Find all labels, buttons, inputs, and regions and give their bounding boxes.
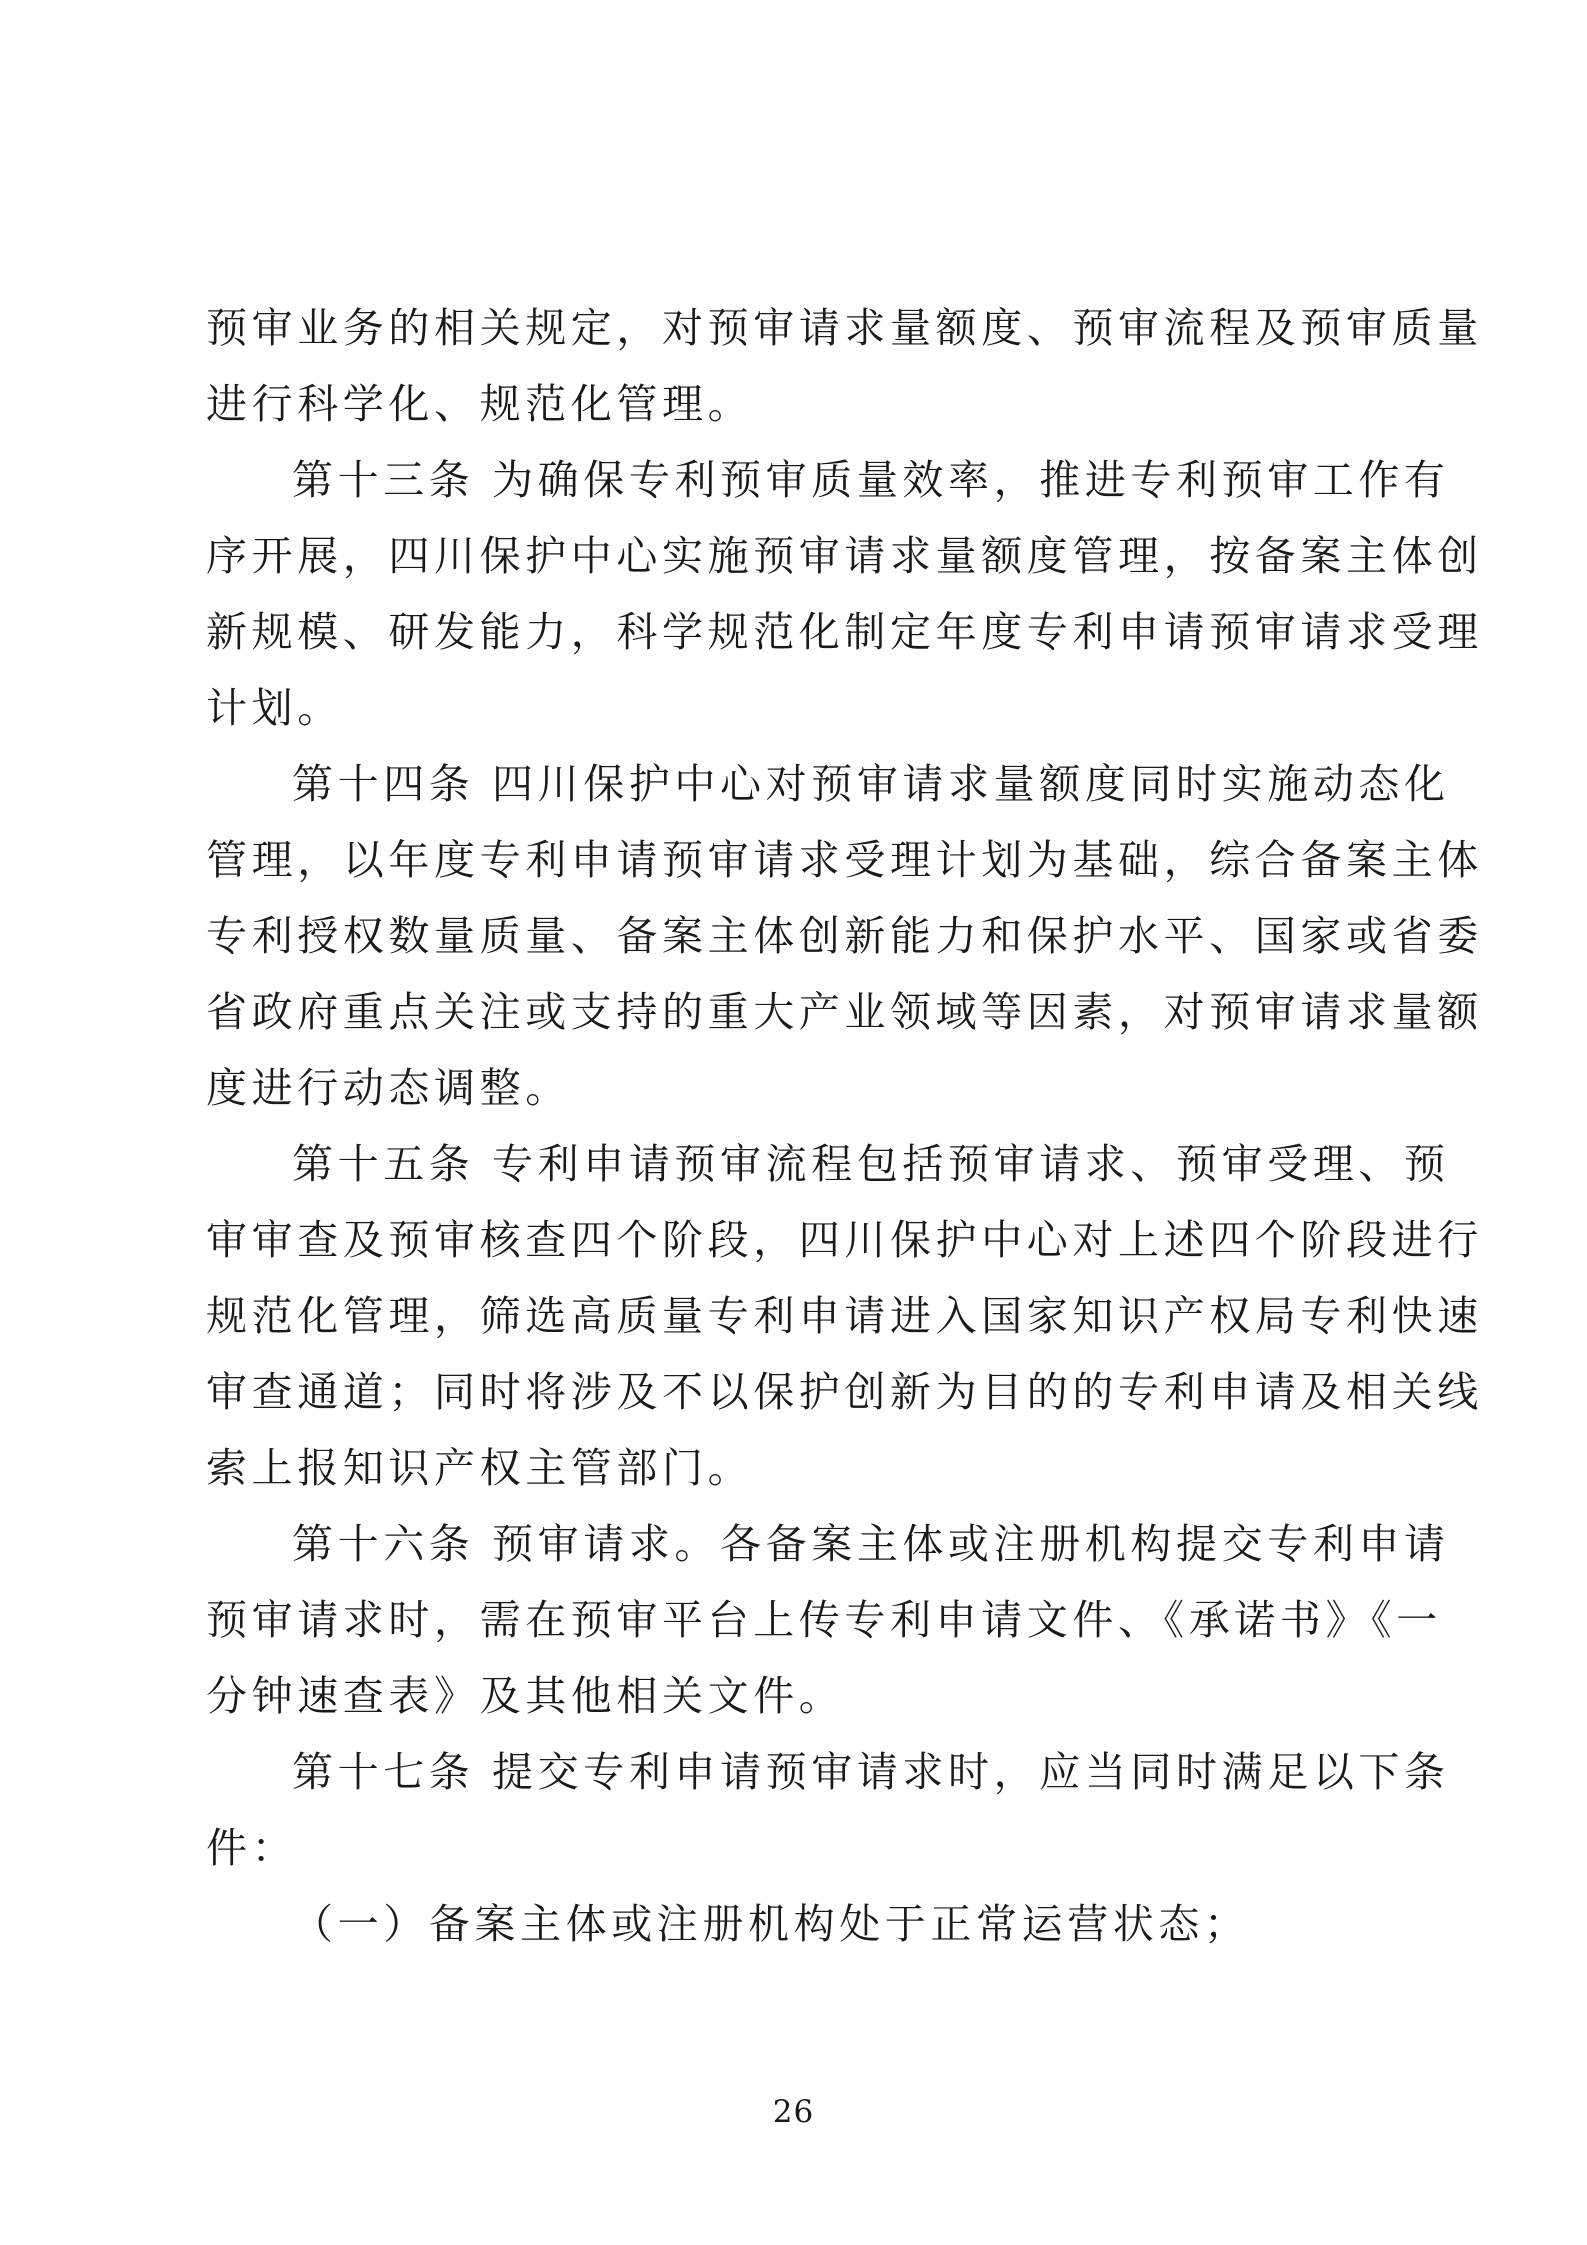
text-line: 审查通道；同时将涉及不以保护创新为目的的专利申请及相关线 [206,1368,1483,1416]
text-line: 管理，以年度专利申请预审请求受理计划为基础，综合备案主体 [206,836,1483,884]
article-17-heading-line: 第十七条 提交专利申请预审请求时，应当同时满足以下条 [292,1748,1450,1796]
text-line: 序开展，四川保护中心实施预审请求量额度管理，按备案主体创 [206,532,1483,580]
condition-item-1: （一）备案主体或注册机构处于正常运营状态； [292,1900,1250,1948]
article-15-heading-line: 第十五条 专利申请预审流程包括预审请求、预审受理、预 [292,1140,1450,1188]
article-13-heading-line: 第十三条 为确保专利预审质量效率，推进专利预审工作有 [292,456,1450,504]
text-line: 件： [206,1824,298,1872]
text-line: 预审业务的相关规定，对预审请求量额度、预审流程及预审质量 [206,304,1483,352]
text-line: 预审请求时，需在预审平台上传专利申请文件、《承诺书》《一 [206,1596,1442,1644]
text-line: 审审查及预审核查四个阶段，四川保护中心对上述四个阶段进行 [206,1216,1483,1264]
article-16-heading-line: 第十六条 预审请求。各备案主体或注册机构提交专利申请 [292,1520,1450,1568]
text-line: 分钟速查表》及其他相关文件。 [206,1672,845,1720]
text-line: 索上报知识产权主管部门。 [206,1444,754,1492]
text-line: 度进行动态调整。 [206,1064,571,1112]
page-number: 26 [772,2094,815,2130]
article-14-heading-line: 第十四条 四川保护中心对预审请求量额度同时实施动态化 [292,760,1450,808]
text-line: 专利授权数量质量、备案主体创新能力和保护水平、国家或省委 [206,912,1483,960]
text-line: 省政府重点关注或支持的重大产业领域等因素，对预审请求量额 [206,988,1483,1036]
text-line: 进行科学化、规范化管理。 [206,380,754,428]
body-text [206,290,1483,1962]
text-line: 计划。 [206,684,343,732]
text-line: 规范化管理，筛选高质量专利申请进入国家知识产权局专利快速 [206,1292,1483,1340]
text-line: 新规模、研发能力，科学规范化制定年度专利申请预审请求受理 [206,608,1483,656]
